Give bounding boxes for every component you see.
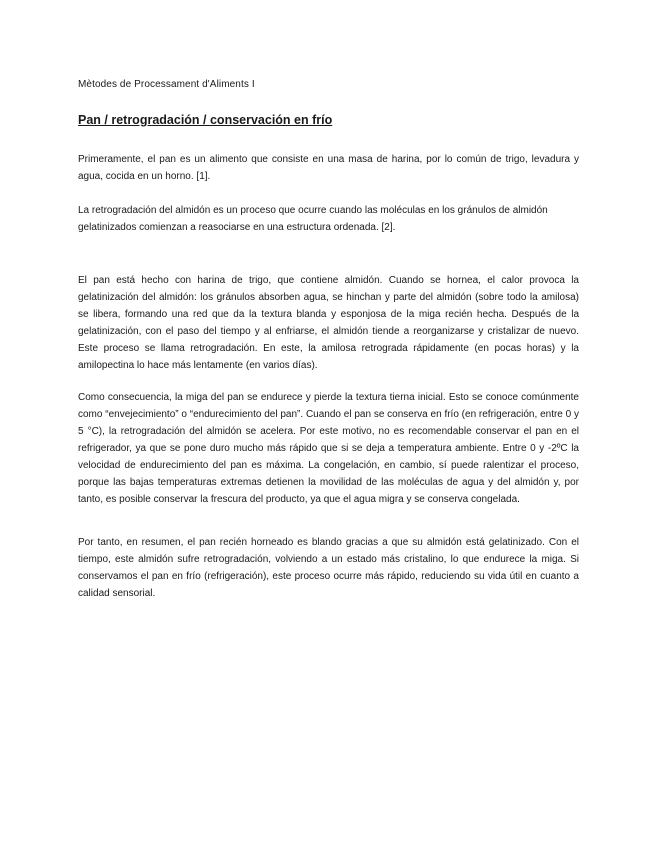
paragraph-retrogradation-definition: La retrogradación del almidón es un proceso que ocurre cuando las moléculas en los gránulos de almidón gelatinizados comienzan a reasociarse en una estructura ordenada. [2]. xyxy=(78,205,548,233)
paragraph-consequence: Como consecuencia, la miga del pan se endurece y pierde la textura tierna inicial. Esto se conoce comúnmente como “envejecimiento” o “endurecimiento del pan”. Cuando el pan se conserva en frío (en refrigeración, entre 0 y 5 °C), la retrogradación del almidón se acelera. Por este motivo, no es recomendable conservar el pan en el refrigerador, ya que se pone duro mucho más rápido que si se deja a temperatura ambiente. Entre 0 y -2ºC la velocidad de endurecimiento del pan es máxima. La congelación, en cambio, sí puede ralentizar el proceso, porque las bajas temperaturas extremas detienen la movilidad de las moléculas de agua y del almidón y, por tanto, es posible conservar la frescura del producto, ya que el agua migra y se conserva congelada. xyxy=(78,392,579,505)
document-header: Mètodes de Processament d'Aliments I xyxy=(78,79,255,90)
paragraph-gelatinization: El pan está hecho con harina de trigo, que contiene almidón. Cuando se hornea, el calor provoca la gelatinización del almidón: los gránulos absorben agua, se hinchan y parte del almidón (sobre todo la amilosa) se libera, formando una red que da la textura blanda y esponjosa de la miga recién hecha. Después de la gelatinización, con el paso del tiempo y al enfriarse, el almidón tiende a reorganizarse y cristalizar de nuevo. Este proceso se llama retrogradación. En este, la amilosa retrograda rápidamente (en pocas horas) y la amilopectina lo hace más lentamente (en varios días). xyxy=(78,275,579,371)
paragraph-summary: Por tanto, en resumen, el pan recién horneado es blando gracias a que su almidón está gelatinizado. Con el tiempo, este almidón sufre retrogradación, volviendo a un estado más cristalino, lo que endurece la miga. Si conservamos el pan en frío (refrigeración), este proceso ocurre más rápido, reduciendo su vida útil en cuanto a calidad sensorial. xyxy=(78,537,579,599)
document-title: Pan / retrogradación / conservación en frío xyxy=(78,113,333,127)
paragraph-intro: Primeramente, el pan es un alimento que consiste en una masa de harina, por lo común de trigo, levadura y agua, cocida en un horno. [1]. xyxy=(78,154,579,182)
